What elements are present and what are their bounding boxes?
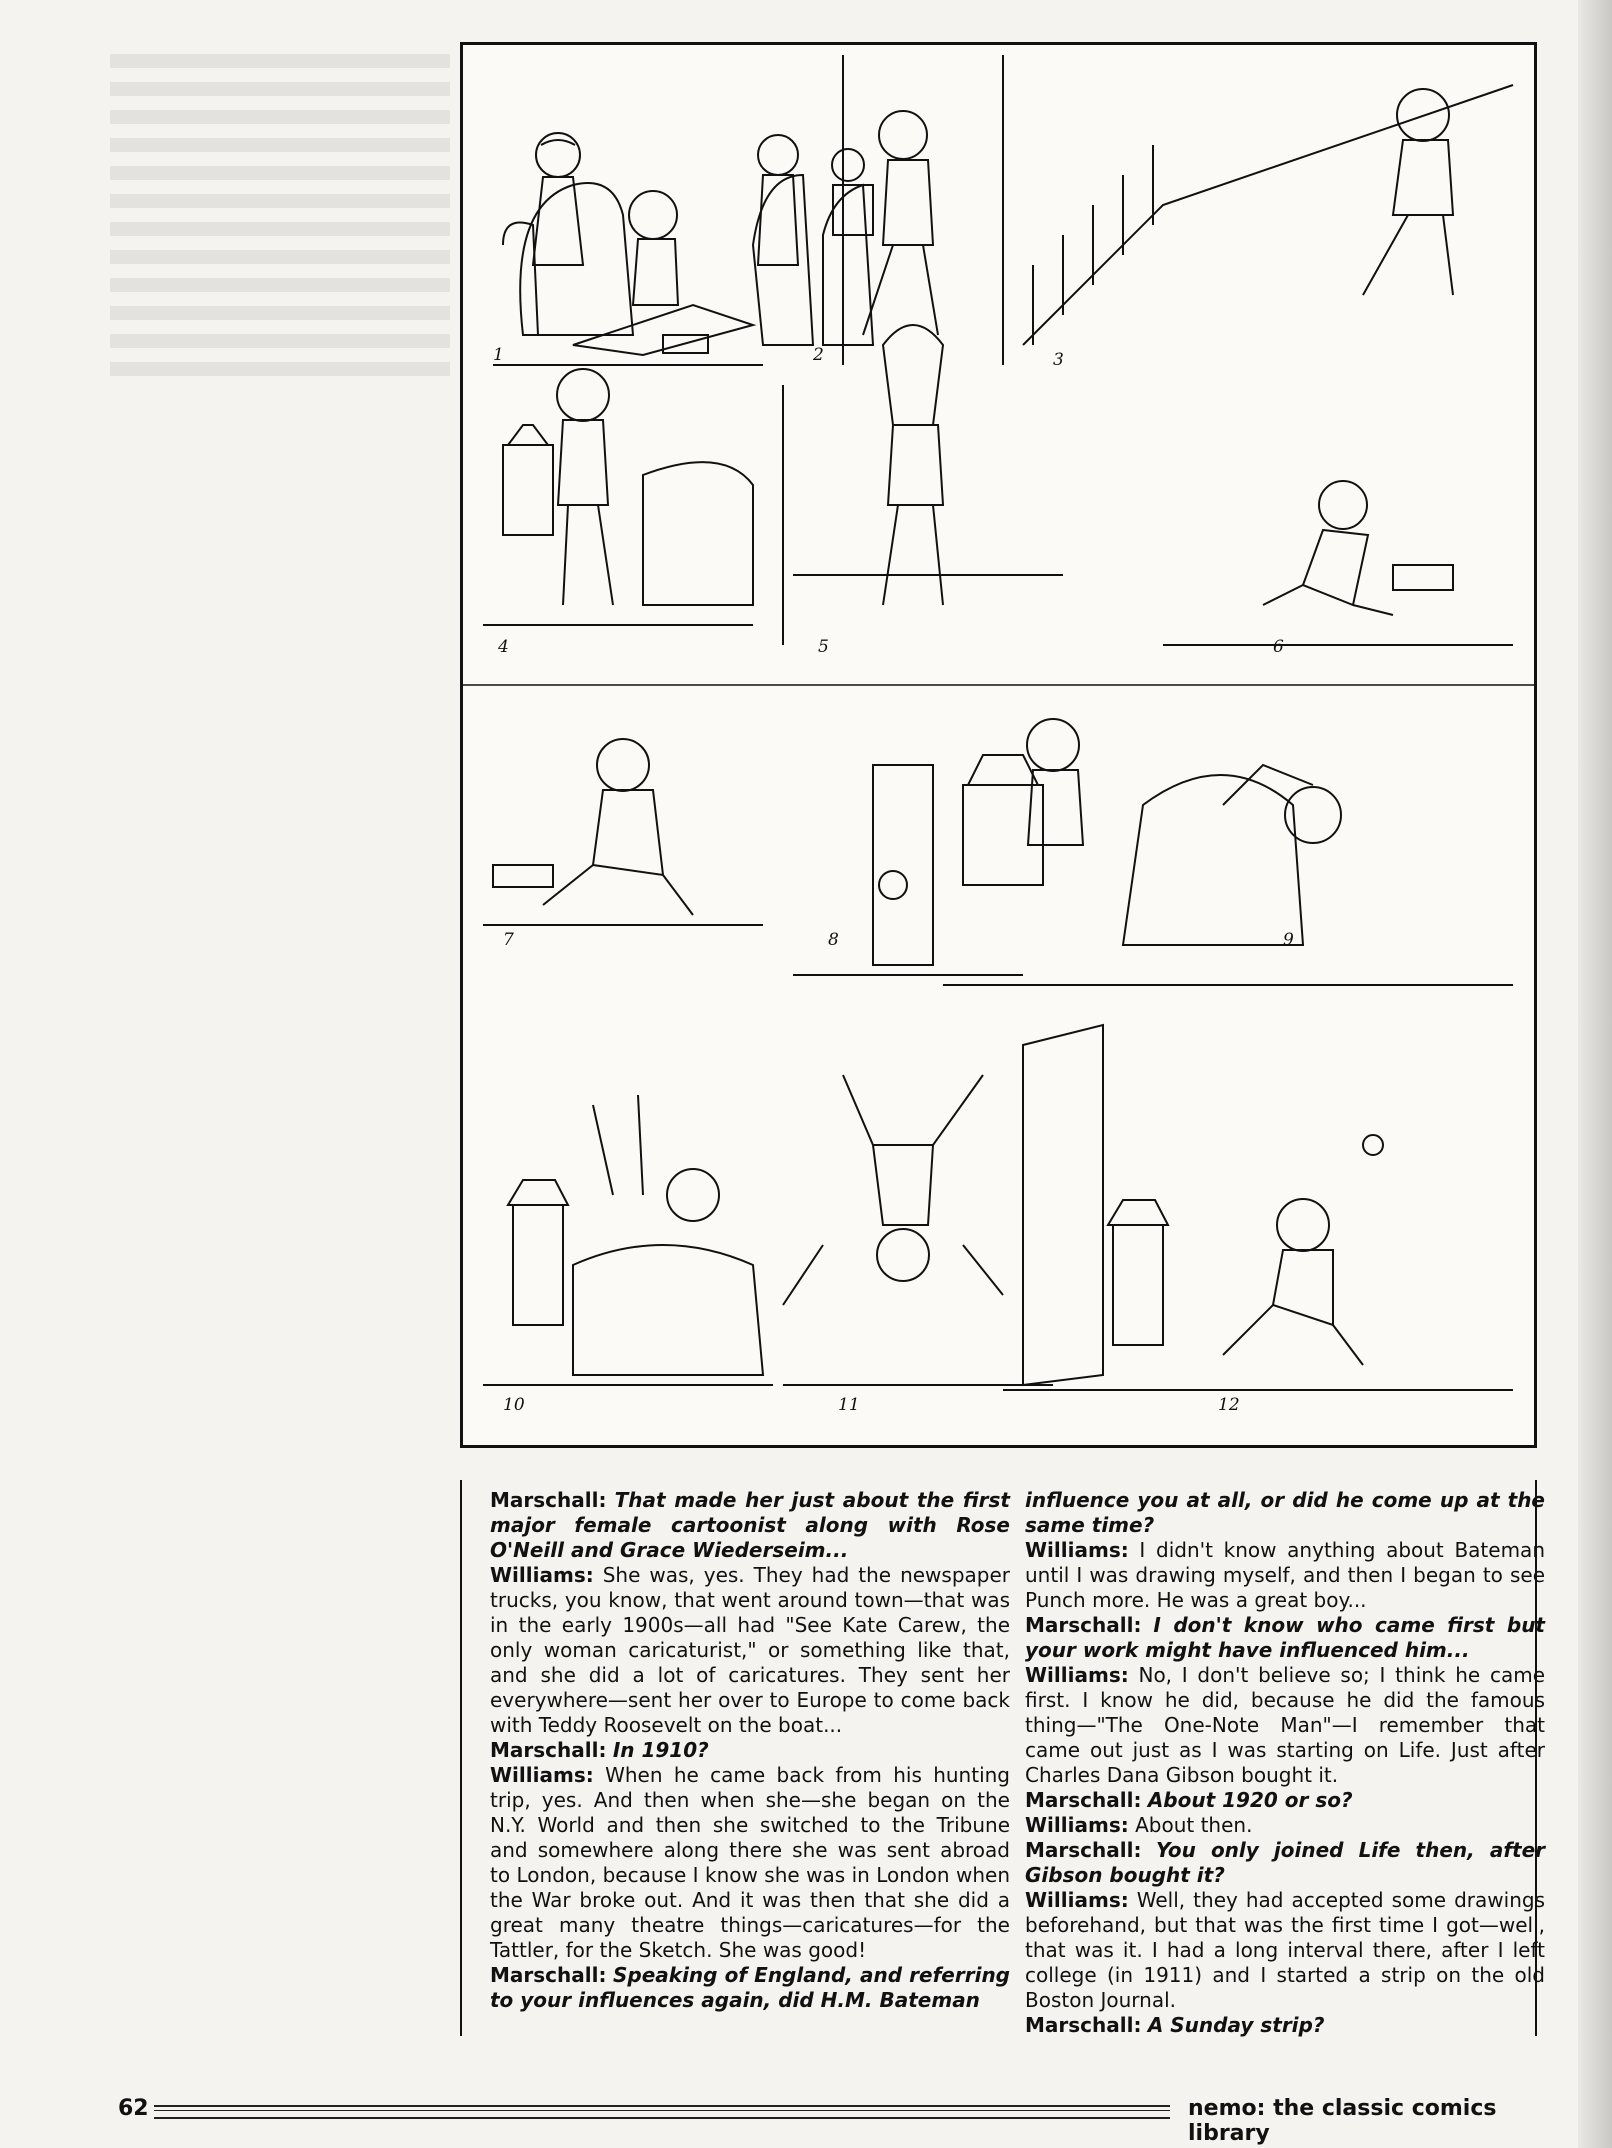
panel-label-5: 5 [818, 637, 829, 657]
panel-11-drawing [783, 1075, 1053, 1385]
interview-paragraph: Marschall: I don't know who came first but your work might have influenced him... [1025, 1613, 1545, 1662]
panel-9-drawing [943, 719, 1513, 985]
panel-6-drawing [1163, 481, 1513, 645]
page-footer [110, 2096, 1510, 2146]
interview-paragraph: Marschall: In 1910? [490, 1738, 709, 1762]
panel-label-9: 9 [1283, 930, 1294, 950]
interview-paragraph: Williams: She was, yes. They had the newspaper trucks, you know, that went around town—that was in the early 1900s—all had "See Kate Carew, the only woman caricaturist," or something like that, and she did a lot of caricatures. They sent her everywhere—sent her over to Europe to come back with Teddy Roosevelt on the boat... [490, 1563, 1010, 1737]
panel-label-1: 1 [493, 345, 504, 365]
panel-label-2: 2 [813, 345, 824, 365]
panel-label-3: 3 [1053, 350, 1064, 370]
panel-label-12: 12 [1218, 1395, 1240, 1415]
panel-7-drawing [483, 739, 763, 925]
panel-label-10: 10 [503, 1395, 525, 1415]
panel-label-11: 11 [838, 1395, 860, 1415]
panel-label-7: 7 [503, 930, 514, 950]
panel-2-drawing [753, 55, 938, 365]
interview-paragraph: Marschall: You only joined Life then, after Gibson bought it? [1025, 1838, 1546, 1887]
interview-paragraph: Marschall: Speaking of England, and referring to your influences again, did H.M. Bateman [490, 1963, 1010, 2012]
panel-label-8: 8 [828, 930, 839, 950]
interview-paragraph: Marschall: A Sunday strip? [1025, 2013, 1325, 2037]
interview-text [460, 1480, 1546, 2037]
panel-label-4: 4 [498, 637, 509, 657]
interview-paragraph: Williams: Well, they had accepted some drawings beforehand, but that was the first time I got—well, that was it. I had a long interval there, after I left college (in 1911) and I started a strip on the old Boston Journal. [1025, 1888, 1545, 2012]
interview-paragraph: influence you at all, or did he come up at the same time? [1025, 1488, 1545, 1537]
right-column [1025, 1488, 1545, 2038]
panel-10-drawing [483, 1095, 773, 1385]
interview-paragraph: Marschall: About 1920 or so? [1025, 1788, 1353, 1812]
publication-title: nemo: the classic comics library [1188, 2096, 1497, 2146]
page-edge-shadow [1578, 0, 1612, 2148]
panel-12-drawing [1003, 1025, 1513, 1390]
page-number: 62 [118, 2096, 149, 2121]
interview-paragraph: Williams: No, I don't believe so; I think he came first. I know he did, because he did the famous thing—"The One-Note Man"—I remember that came out just as I was starting on Life. Just after Charles Dana Gibson bought it. [1025, 1663, 1546, 1787]
interview-paragraph: Williams: I didn't know anything about Bateman until I was drawing myself, and then I began to see Punch more. He was a great boy... [1025, 1538, 1545, 1612]
comic-strip-panel [460, 42, 1537, 1448]
panel-label-6: 6 [1273, 637, 1284, 657]
panel-5-drawing [793, 325, 1063, 605]
left-column [490, 1488, 1010, 2013]
interview-paragraph: Williams: When he came back from his hunting trip, yes. And then when she—she began on the N.Y. World and then she switched to the Tribune and somewhere along there she was sent abroad to London, because I know she was in London when the War broke out. And it was then that she did a great many theatre things—caricatures—for the Tattler, for the Sketch. She was good! [490, 1763, 1010, 1962]
left-column-rule [460, 1480, 462, 2036]
show-through-text [110, 40, 450, 1940]
footer-divider [154, 2105, 1170, 2119]
panel-4-drawing [483, 369, 783, 645]
interview-paragraph: Williams: About then. [1025, 1813, 1253, 1837]
interview-paragraph: Marschall: That made her just about the first major female cartoonist along with Rose O'Neill and Grace Wiederseim... [490, 1488, 1010, 1562]
comic-illustration [463, 45, 1534, 1445]
panel-3-drawing [1003, 55, 1513, 365]
panel-1-drawing [493, 133, 763, 365]
